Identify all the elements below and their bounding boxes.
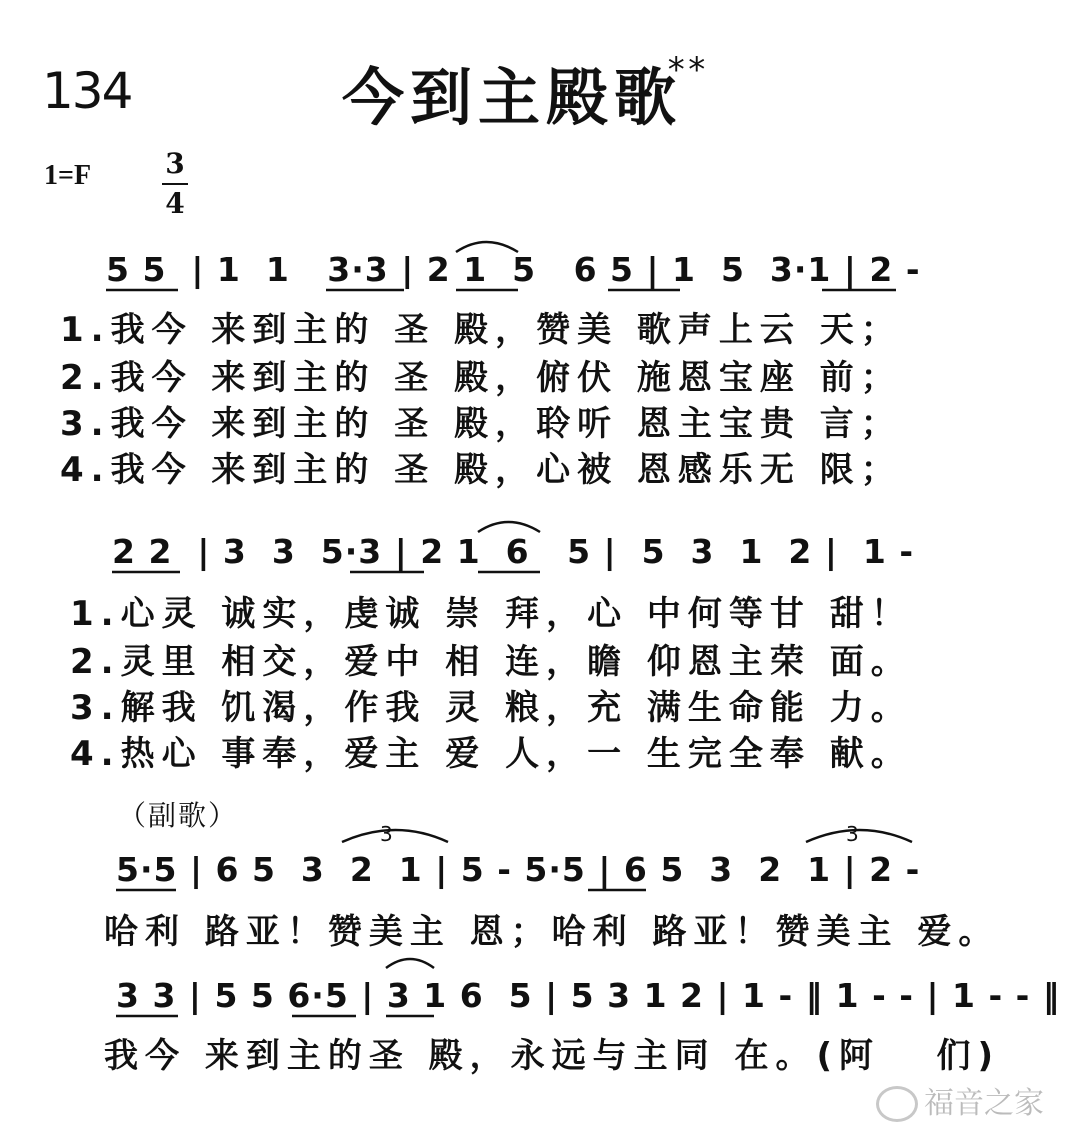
verse-3-line-2: 3.解我 饥渴，作我 灵 粮，充 满生命能 力。 xyxy=(70,688,912,728)
verse-1-line-1: 1.我今 来到主的 圣 殿，赞美 歌声上云 天； xyxy=(60,310,902,350)
watermark xyxy=(876,1078,1044,1123)
slur-3 xyxy=(342,830,448,842)
verse-3-line-1: 3.我今 来到主的 圣 殿，聆听 恩主宝贵 言； xyxy=(60,404,902,444)
chorus-label: （副歌） xyxy=(118,799,239,832)
notes-chorus: 5·5 | 6 5 3 2 1 | 5 - 5·5 | 6 5 3 2 1 | 2 - xyxy=(116,850,921,889)
final-lyric: 我今 来到主的圣 殿，永远与主同 在。(阿 们) xyxy=(104,1036,1001,1076)
triplet-mark-2: 3 xyxy=(846,822,859,846)
hymn-number: 134 xyxy=(42,62,132,120)
slur-4 xyxy=(806,830,912,842)
wechat-icon xyxy=(876,1086,918,1122)
verse-2-line-1: 2.我今 来到主的 圣 殿，俯伏 施恩宝座 前； xyxy=(60,358,902,398)
verse-2-line-2: 2.灵里 相交，爱中 相 连，瞻 仰恩主荣 面。 xyxy=(70,642,912,682)
time-numerator: 3 xyxy=(165,147,185,180)
triplet-mark-1: 3 xyxy=(380,822,393,846)
time-denominator: 4 xyxy=(165,187,185,220)
verse-4-line-2: 4.热心 事奉，爱主 爱 人，一 生完全奉 献。 xyxy=(70,734,912,774)
title-stars: ** xyxy=(666,50,707,90)
slur-1 xyxy=(456,242,518,252)
watermark-text: 福音之家 xyxy=(924,1085,1044,1121)
hymn-title: 今到主殿歌 xyxy=(342,61,683,134)
notes-final: 3 3 | 5 5 6·5 | 3 1 6 5 | 5 3 1 2 | 1 - ‖ 1 - - | 1 - - ‖ xyxy=(116,976,1061,1015)
key-signature: 1=F xyxy=(44,160,92,191)
verse-4-line-1: 4.我今 来到主的 圣 殿，心被 恩感乐无 限； xyxy=(60,450,902,490)
notes-line-2: 2 2 | 3 3 5·3 | 2 1 6 5 | 5 3 1 2 | 1 - xyxy=(112,532,915,571)
slur-5 xyxy=(386,959,434,968)
notes-line-1: 5 5 | 1 1 3·3 | 2 1 5 6 5 | 1 5 3·1 | 2 - xyxy=(106,250,921,289)
chorus-lyric: 哈利 路亚！赞美主 恩；哈利 路亚！赞美主 爱。 xyxy=(104,912,1000,952)
verse-1-line-2: 1.心灵 诚实，虔诚 崇 拜，心 中何等甘 甜！ xyxy=(70,594,912,634)
slur-2 xyxy=(478,522,540,532)
